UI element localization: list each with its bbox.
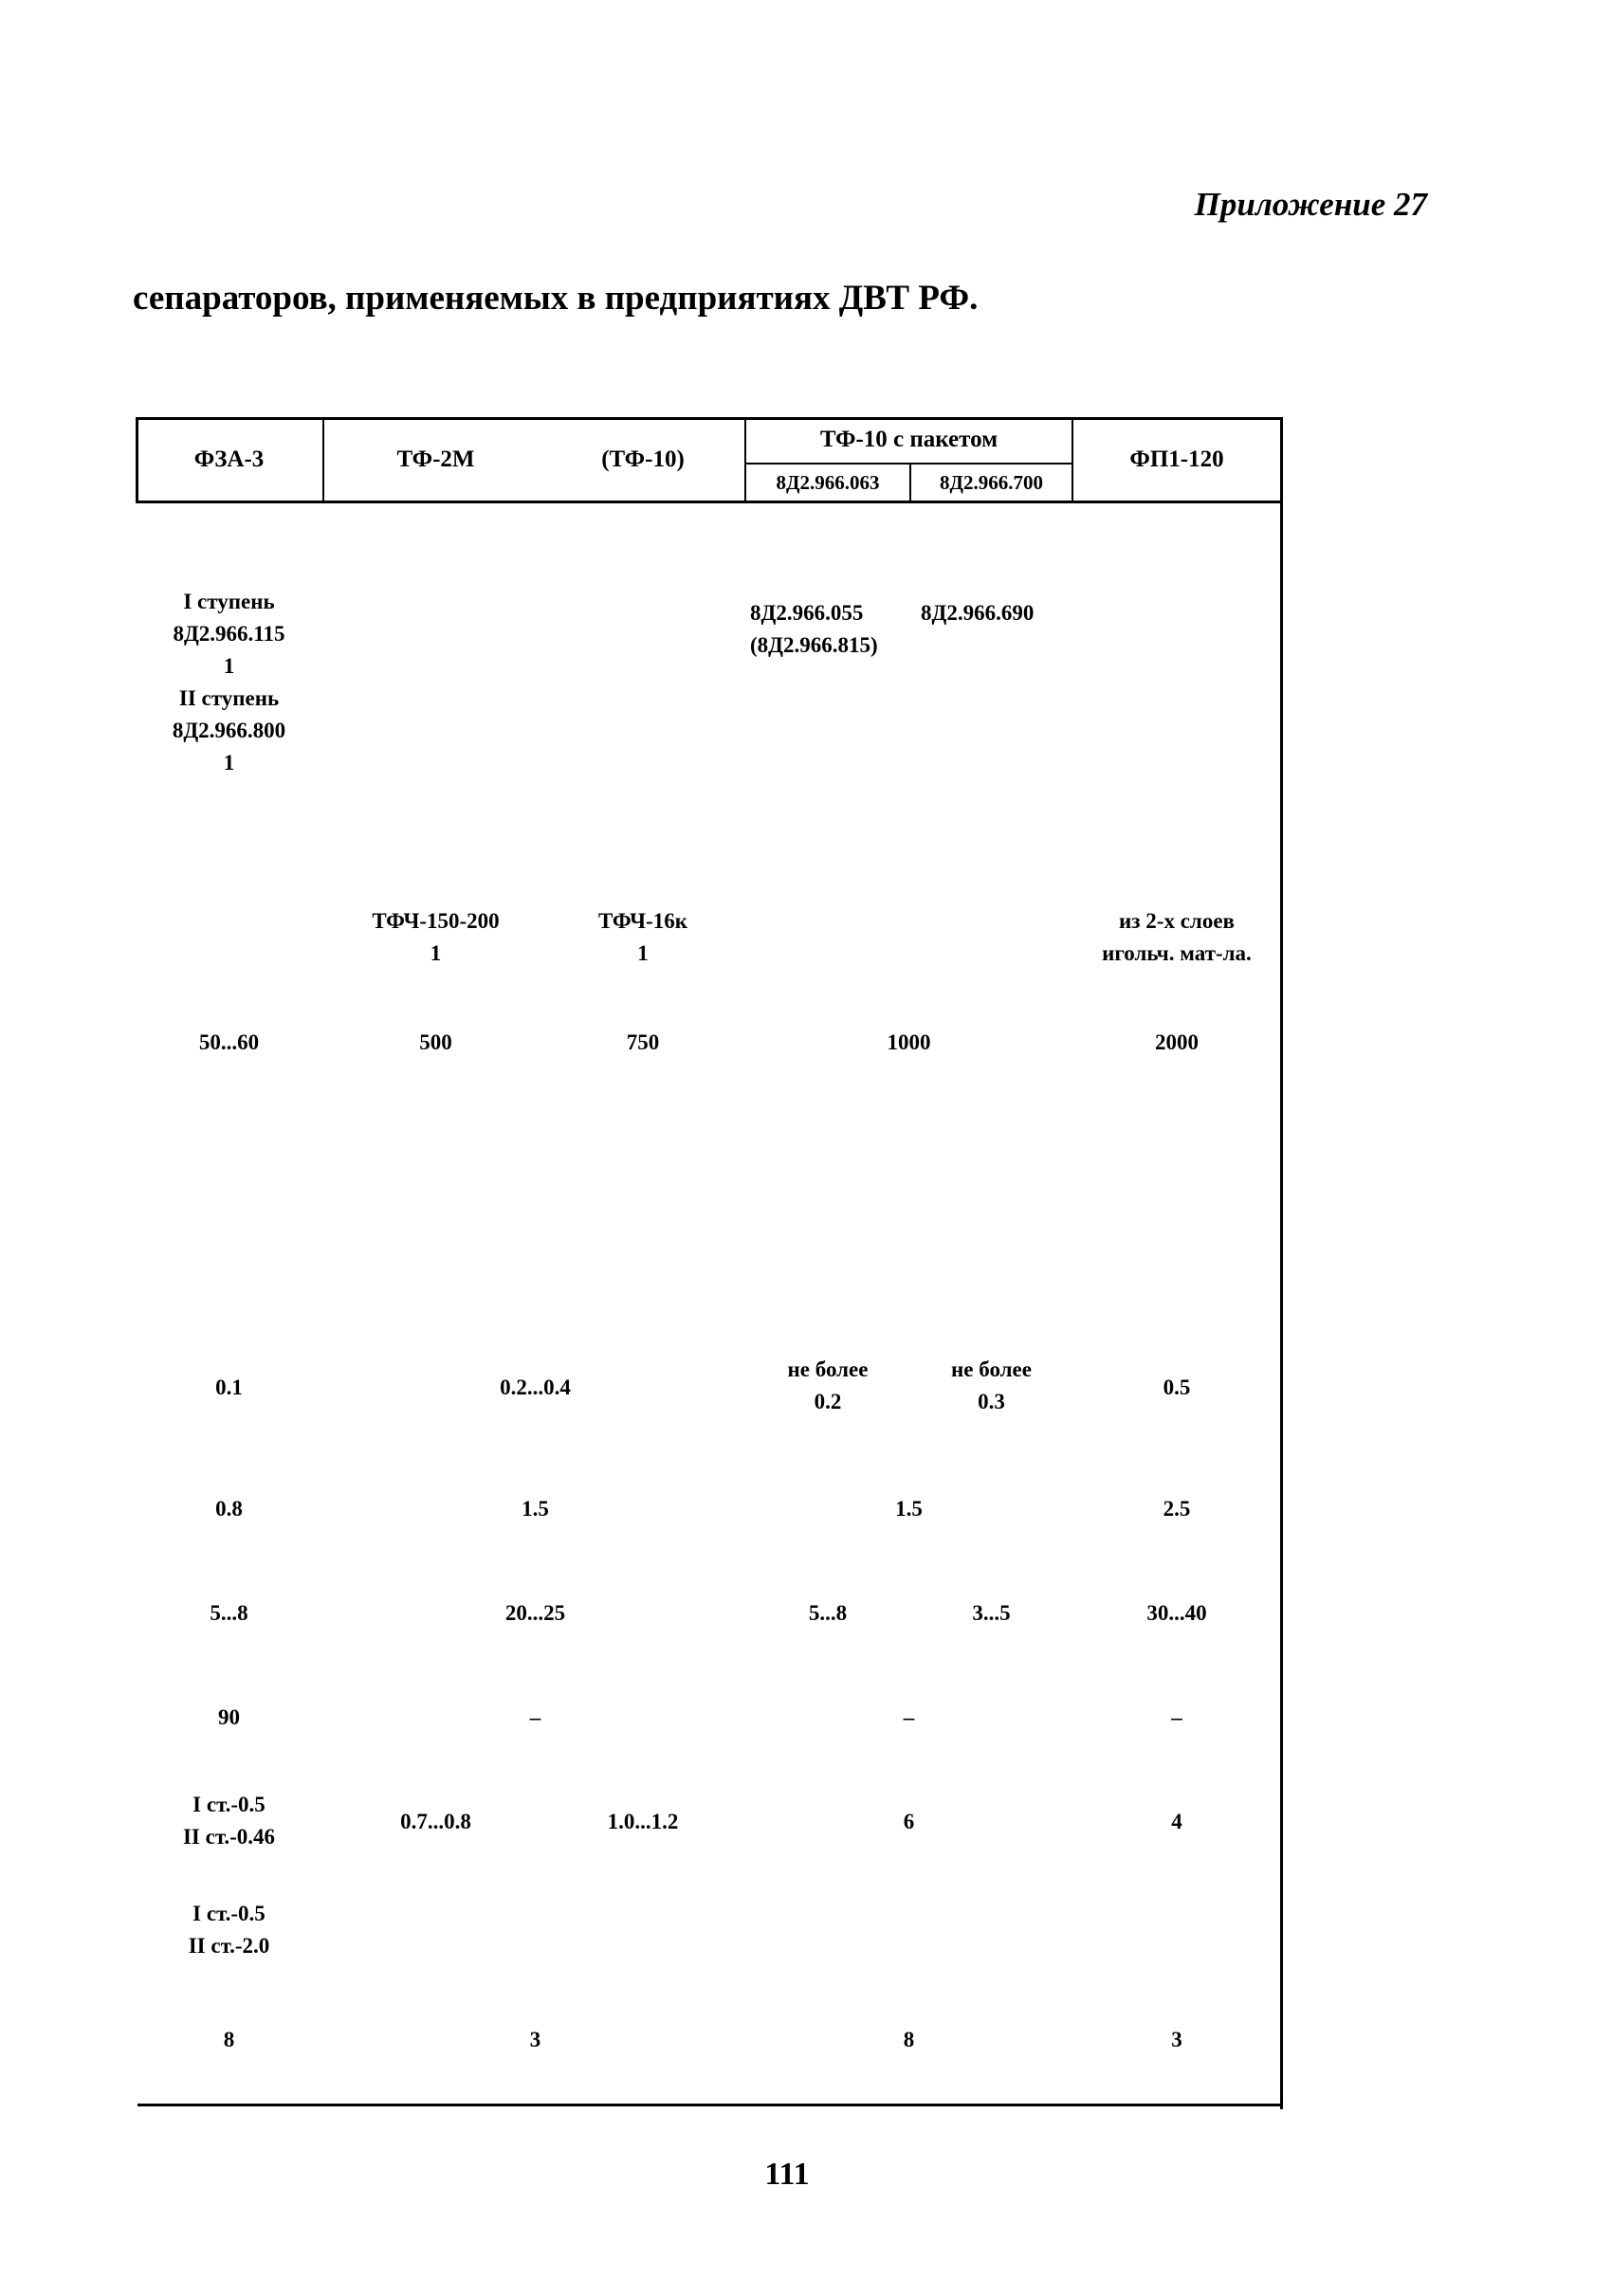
col-header-tf2m: ТФ-2М: [396, 446, 475, 472]
r5-c23: 1.5: [522, 1497, 549, 1521]
r6-c23: 20...25: [504, 1601, 566, 1625]
r6-c1: 5...8: [210, 1601, 248, 1625]
col-header-fp1-120: ФП1-120: [1129, 446, 1224, 472]
col-header-tf10: (ТФ-10): [601, 446, 685, 472]
r10-c23: 3: [529, 2028, 541, 2051]
r3-c4: 1000: [887, 1030, 931, 1054]
r6-c4b: 3...5: [972, 1601, 1011, 1625]
r7-c4: –: [903, 1705, 915, 1729]
r7-c1: 90: [218, 1705, 240, 1729]
r5-c4: 1.5: [895, 1497, 923, 1521]
r1-c4a: 8Д2.966.055 (8Д2.966.815): [750, 601, 878, 657]
r4-c1: 0.1: [215, 1376, 243, 1399]
r3-c2: 500: [419, 1030, 452, 1054]
r1-c1: I ступень 8Д2.966.115 1 II ступень 8Д2.966.800 1: [172, 590, 286, 774]
bottom-border: [137, 2104, 1283, 2106]
r8-c1: I ст.-0.5 II ст.-0.46: [182, 1793, 276, 1849]
col-header-8d2-966-063: 8Д2.966.063: [776, 470, 880, 494]
r10-c1: 8: [223, 2028, 235, 2051]
r8-c3: 1.0...1.2: [607, 1810, 679, 1833]
r8-c4: 6: [903, 1810, 915, 1833]
r8-c2: 0.7...0.8: [400, 1810, 471, 1833]
r4-c23: 0.2...0.4: [500, 1376, 571, 1399]
appendix-label: Приложение 27: [1194, 186, 1427, 223]
r6-c4a: 5...8: [808, 1601, 848, 1625]
r2-c3: ТФЧ-16к 1: [598, 909, 687, 965]
r9-c1: I ст.-0.5 II ст.-2.0: [188, 1902, 270, 1958]
r5-c5: 2.5: [1163, 1497, 1191, 1521]
r8-c5: 4: [1171, 1810, 1182, 1833]
r3-c1: 50...60: [198, 1030, 260, 1054]
col-header-fza3: ФЗА-3: [193, 446, 265, 472]
right-border: [1280, 417, 1283, 2109]
r3-c3: 750: [626, 1030, 660, 1054]
r10-c4: 8: [903, 2028, 915, 2051]
r4-c4a: не более 0.2: [787, 1358, 869, 1413]
col-header-tf10-group: ТФ-10 с пакетом: [819, 427, 998, 452]
r10-c5: 3: [1171, 2028, 1182, 2051]
r4-c4b: не более 0.3: [951, 1358, 1032, 1413]
separators-table: [136, 417, 1283, 2114]
r7-c23: –: [529, 1705, 541, 1729]
r2-c5: из 2-х слоев игольч. мат-ла.: [1102, 909, 1252, 965]
r6-c5: 30...40: [1146, 1601, 1207, 1625]
page-number: 111: [764, 2157, 810, 2192]
r4-c5: 0.5: [1163, 1376, 1191, 1399]
r3-c5: 2000: [1155, 1030, 1199, 1054]
r2-c2: ТФЧ-150-200 1: [372, 909, 500, 965]
col-header-8d2-966-700: 8Д2.966.700: [940, 470, 1043, 494]
r1-c4b: 8Д2.966.690: [921, 601, 1035, 625]
r5-c1: 0.8: [215, 1497, 243, 1521]
r7-c5: –: [1171, 1705, 1182, 1729]
table-title: сепараторов, применяемых в предприятиях ДВТ РФ.: [133, 279, 979, 318]
